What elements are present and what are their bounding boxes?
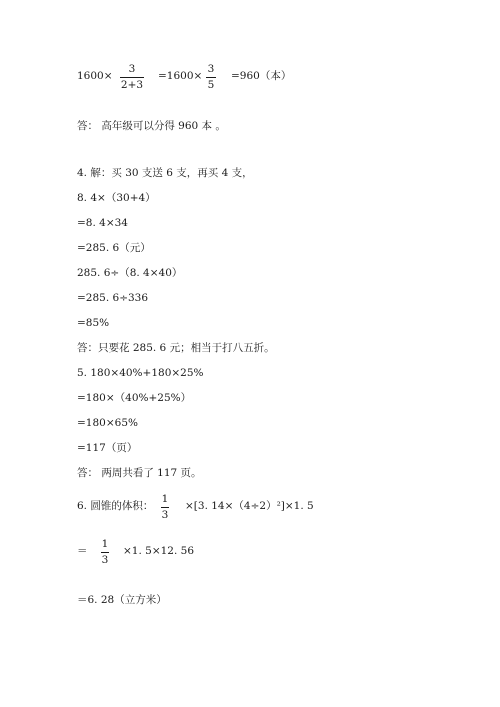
q3-fraction-2-numerator: 3 <box>207 63 215 75</box>
q6-result: ＝6. 28（立方米） <box>77 594 167 606</box>
q4-line: =8. 4×34 <box>77 217 128 229</box>
q5-answer: 答： 两周共看了 117 页。 <box>77 467 202 479</box>
q5-line: 5. 180×40%+180×25% <box>77 367 204 379</box>
q4-line: 285. 6÷（8. 4×40） <box>77 267 183 279</box>
q3-fraction-1-denominator: 2+3 <box>120 79 144 91</box>
q3-part3: =960（本） <box>231 70 292 82</box>
q4-line: 8. 4×（30+4） <box>77 192 156 204</box>
q4-line: =285. 6（元） <box>77 242 151 254</box>
q5-line: =180×（40%+25%） <box>77 392 192 404</box>
q3-answer: 答： 高年级可以分得 960 本 。 <box>77 120 226 132</box>
q5-line: =117（页） <box>77 442 138 454</box>
q3-fraction-2-denominator: 5 <box>207 79 215 91</box>
q6-fraction-1-denominator: 3 <box>161 509 169 521</box>
q3-fraction-1 <box>120 63 144 92</box>
q6-expression-1: ×[3. 14×（4÷2）²]×1. 5 <box>185 500 314 512</box>
q4-line: =85% <box>77 317 110 329</box>
fraction-bar <box>101 552 109 553</box>
fraction-bar <box>161 507 169 508</box>
fraction-bar <box>120 77 144 78</box>
q6-fraction-2 <box>100 538 110 567</box>
q6-equals: ＝ <box>77 545 88 557</box>
q6-fraction-1 <box>160 493 170 522</box>
q4-answer: 答：只要花 285. 6 元；相当于打八五折。 <box>77 342 275 354</box>
q3-fraction-1-numerator: 3 <box>128 63 136 75</box>
fraction-bar <box>206 77 216 78</box>
q6-label: 6. 圆锥的体积： <box>77 500 154 512</box>
q4-line: 4. 解：买 30 支送 6 支，再买 4 支， <box>77 167 253 179</box>
q5-line: =180×65% <box>77 417 138 429</box>
q6-fraction-2-denominator: 3 <box>101 554 109 566</box>
q6-fraction-2-numerator: 1 <box>101 538 109 550</box>
q3-part1: 1600× <box>77 70 113 82</box>
q3-part2: =1600× <box>158 70 203 82</box>
q4-line: =285. 6÷336 <box>77 292 149 304</box>
q6-fraction-1-numerator: 1 <box>161 493 169 505</box>
q3-fraction-2 <box>205 63 217 92</box>
q6-expression-2: ×1. 5×12. 56 <box>123 545 195 557</box>
